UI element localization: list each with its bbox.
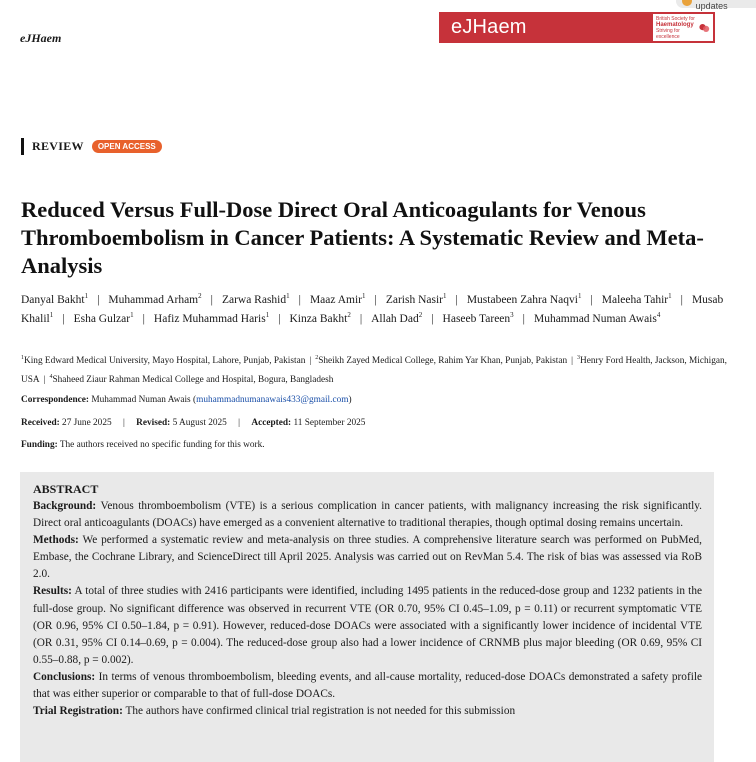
author-name[interactable]: Mustabeen Zahra Naqvi <box>466 293 578 306</box>
author-affiliation-mark: 1 <box>286 292 290 300</box>
author-affiliation-mark: 1 <box>362 292 366 300</box>
author-separator: | <box>97 293 100 306</box>
author-name[interactable]: Danyal Bakht <box>21 293 85 306</box>
affiliation-mark: 1 <box>21 355 24 361</box>
author-separator: | <box>455 293 458 306</box>
author-affiliation-mark: 1 <box>577 292 582 300</box>
author-affiliation-mark: 1 <box>130 311 134 320</box>
author-name[interactable]: Muhammad Arham <box>108 293 199 306</box>
affiliation-text: Henry Ford Health, Jackson, Michigan, USA <box>21 356 727 386</box>
funding-statement <box>21 440 265 450</box>
banner-title: eJHaem <box>451 16 527 38</box>
affiliation-mark: 2 <box>315 355 319 361</box>
author-name[interactable]: Haseeb Tareen <box>442 313 511 326</box>
author-affiliation-mark: 1 <box>668 292 672 300</box>
correspondence-email[interactable]: muhammadnumanawais433@gmail.com <box>196 395 349 405</box>
check-updates-badge[interactable] <box>676 0 756 11</box>
author-name[interactable]: Maleeha Tahir <box>601 293 669 306</box>
affiliation-separator: | <box>571 356 574 367</box>
society-logo <box>653 14 713 41</box>
author-name[interactable]: Hafiz Muhammad Haris <box>153 313 266 326</box>
society-emblem-icon <box>699 22 710 34</box>
author-affiliation-mark: 1 <box>265 311 270 320</box>
author-affiliation-mark: 3 <box>510 311 514 320</box>
author-separator: | <box>210 293 213 306</box>
affiliation-separator: | <box>309 356 312 367</box>
affiliation-text: Sheikh Zayed Medical College, Rahim Yar Khan, Punjab, Pakistan <box>318 356 568 367</box>
affiliation-mark: 3 <box>577 355 581 361</box>
abstract-results: Results: A total of three studies with 2416 participants were identified, including 1495 patients in the reduced-dose group and 1232 patients in the full-dose group. No significant difference was observed in recurrent VTE (OR 0.70, 95% CI 0.45–1.09, p = 0.11) or recurrent symptomatic VTE (OR 0.96, 95% CI 0.50–1.84, p = 0.91). However, reduced-dose DOACs were associated with a significantly lower incidence of incidental VTE (OR 0.31, 95% CI 0.14–0.69, p = 0.004). The reduced-dose group also had a lower incidence of CRNMB plus major bleeding (OR 0.69, 95% CI 0.55–0.88, p = 0.002). <box>33 585 702 666</box>
abstract-background: Background: Venous thromboembolism (VTE) is a serious complication in cancer patients, with malignancy increasing the risk significantly. Direct oral anticoagulants (DOACs) have emerged as a convenient alternative to traditional therapies, though optimal dosing remains uncertain. <box>33 500 702 530</box>
affiliation-text: King Edward Medical University, Mayo Hospital, Lahore, Punjab, Pakistan <box>24 356 306 367</box>
author-separator: | <box>278 313 281 326</box>
affiliation-separator: | <box>43 375 46 386</box>
check-updates-label: updates <box>695 1 728 11</box>
author-separator: | <box>62 313 65 326</box>
author-affiliation-mark: 2 <box>198 292 202 300</box>
funding-text: The authors received no specific funding for this work. <box>59 440 265 450</box>
correspondence-label: Correspondence: <box>21 395 89 405</box>
author-affiliation-mark: 1 <box>84 292 89 300</box>
accepted-label: Accepted: <box>251 418 292 428</box>
author-list <box>21 289 726 328</box>
article-type-row <box>21 138 162 155</box>
revised-date: 5 August 2025 <box>172 418 227 428</box>
author-name[interactable]: Zarish Nasir <box>385 293 443 306</box>
author-name[interactable]: Zarwa Rashid <box>221 293 287 306</box>
author-affiliation-mark: 2 <box>347 311 351 320</box>
affiliations <box>21 350 743 388</box>
society-text: British Society for Haematology Striving for excellence <box>656 15 695 40</box>
received-label: Received: <box>21 418 60 428</box>
affiliation-mark: 4 <box>49 374 53 381</box>
journal-banner[interactable] <box>439 12 715 43</box>
author-separator: | <box>142 313 145 326</box>
received-date: 27 June 2025 <box>62 418 112 428</box>
accepted-date: 11 September 2025 <box>293 418 366 428</box>
author-separator: | <box>431 313 434 326</box>
author-affiliation-mark: 2 <box>418 311 423 320</box>
journal-name: eJHaem <box>20 31 62 45</box>
abstract-methods: Methods: We performed a systematic review and meta-analysis on three studies. A comprehensive literature search was performed on PubMed, Embase, the Cochrane Library, and ScienceDirect till April 2025. Analysis was carried out on RevMan 5.4. The risk of bias was assessed via RoB 2.0. <box>33 534 702 581</box>
author-affiliation-mark: 4 <box>656 311 661 320</box>
funding-label: Funding: <box>21 440 58 450</box>
revised-label: Revised: <box>136 418 171 428</box>
author-name[interactable]: Muhammad Numan Awais <box>533 313 657 326</box>
author-affiliation-mark: 1 <box>443 292 447 300</box>
author-name[interactable]: Kinza Bakht <box>289 313 348 326</box>
author-separator: | <box>590 293 593 306</box>
author-affiliation-mark: 1 <box>49 311 54 320</box>
correspondence: Correspondence: Muhammad Numan Awais (muhammadnumanawais433@gmail.com) <box>21 395 352 405</box>
correspondence-name: Muhammad Numan Awais <box>91 395 191 405</box>
article-title: Reduced Versus Full-Dose Direct Oral Anticoagulants for Venous Thromboembolism in Cancer Patients: A Systematic Review and Meta-Analysis <box>21 197 704 278</box>
affiliation-text: Shaheed Ziaur Rahman Medical College and Hospital, Bogura, Bangladesh <box>52 375 334 386</box>
author-name[interactable]: Allah Dad <box>371 313 419 326</box>
article-dates: Received: 27 June 2025 | Revised: 5 August 2025 | Accepted: 11 September 2025 <box>21 418 366 428</box>
abstract-trial-registration: Trial Registration: The authors have confirmed clinical trial registration is not needed for this submission <box>33 705 516 718</box>
open-access-badge: OPEN ACCESS <box>92 140 162 153</box>
author-separator: | <box>522 313 525 326</box>
author-name[interactable]: Maaz Amir <box>309 293 363 306</box>
abstract-conclusions: Conclusions: In terms of venous thromboembolism, bleeding events, and all-cause mortality, reduced-dose DOACs demonstrated a safety profile that was either superior or comparable to that of full-dose DOACs. <box>33 670 702 701</box>
check-updates-icon <box>682 0 692 6</box>
author-separator: | <box>298 293 301 306</box>
article-type: REVIEW <box>32 139 84 153</box>
author-name[interactable]: Musab Khalil <box>21 293 724 326</box>
author-separator: | <box>359 313 363 326</box>
author-separator: | <box>680 293 683 306</box>
abstract-box <box>20 472 714 762</box>
author-separator: | <box>374 293 377 306</box>
abstract-heading: ABSTRACT <box>33 482 99 496</box>
article-type-bar <box>21 138 24 155</box>
author-name[interactable]: Esha Gulzar <box>73 313 131 326</box>
